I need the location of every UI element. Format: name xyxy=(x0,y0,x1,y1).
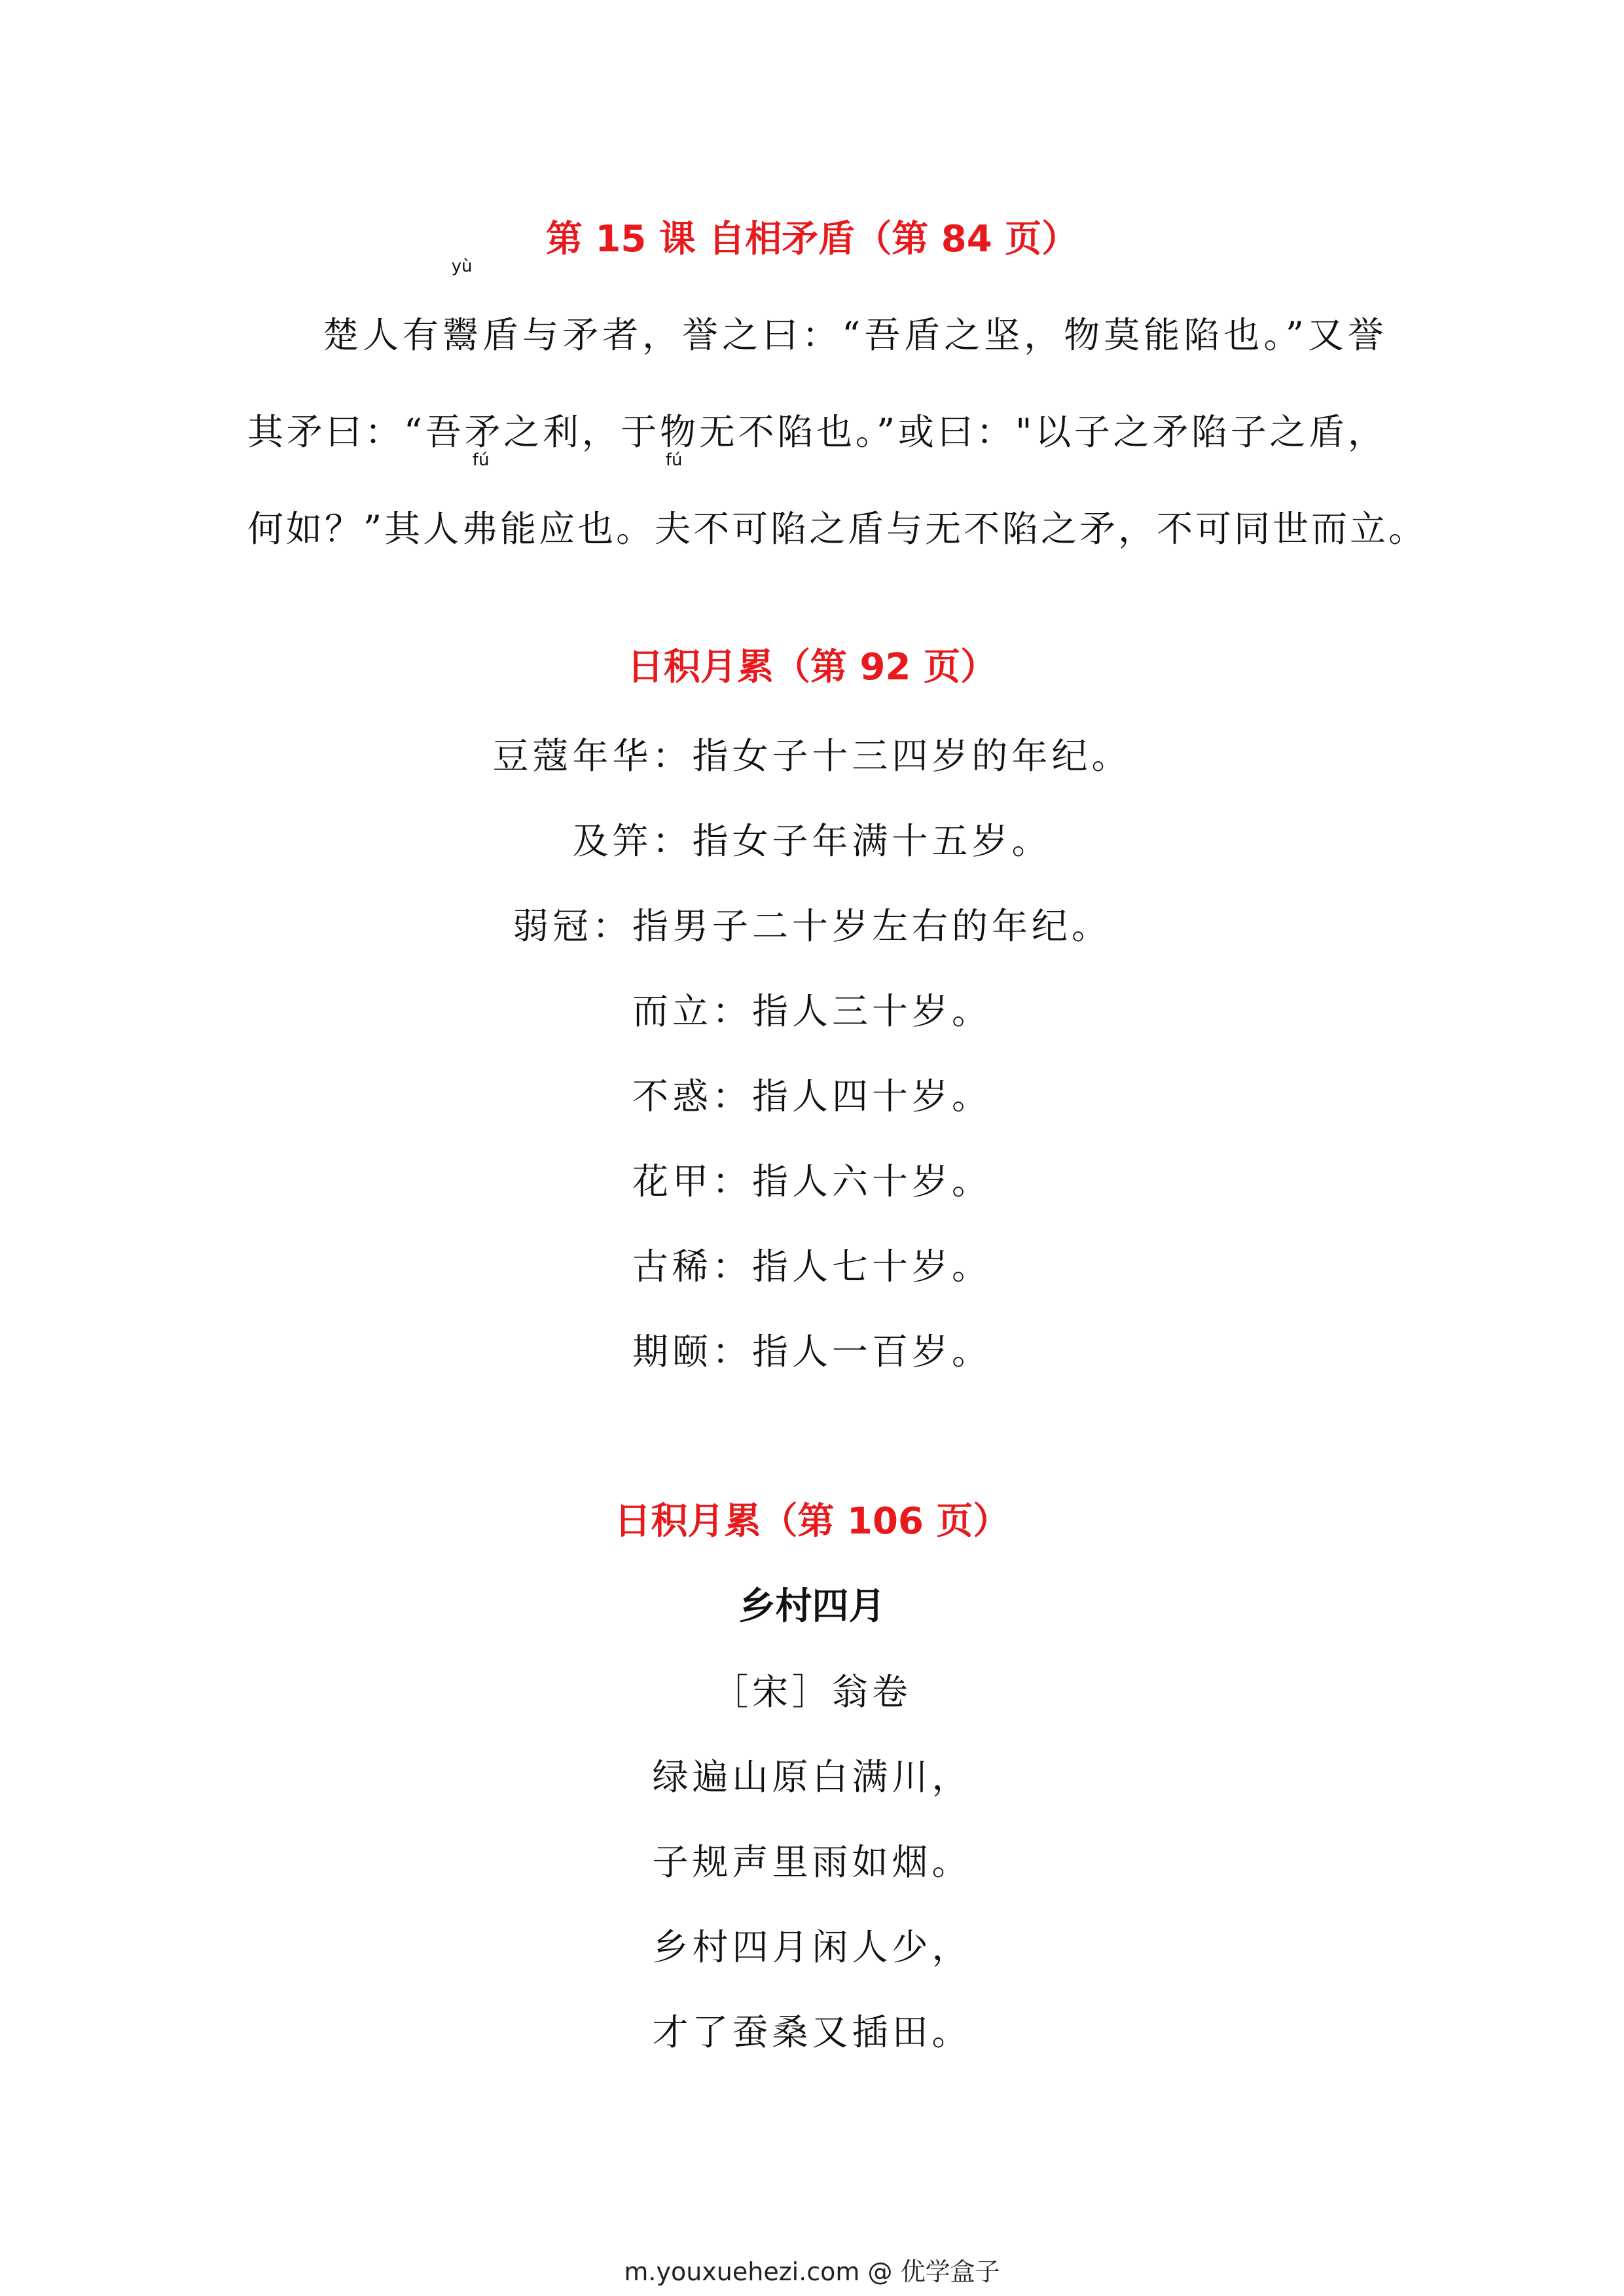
age-term-line: 及笄：指女子年满十五岁。 xyxy=(572,820,1052,862)
paragraph-line-1: 楚人有 yù 鬻盾与矛者，誉之曰：“吾盾之坚，物莫能陷也。”又誉 xyxy=(247,287,1386,384)
classical-text-paragraph xyxy=(247,257,1428,577)
paragraph-line-2: 其矛曰：“吾矛之利，于物无不陷也。”或曰："以子之矛陷子之盾， xyxy=(247,411,1386,453)
age-term-line: 弱冠：指男子二十岁左右的年纪。 xyxy=(512,905,1111,947)
age-term-line: 而立：指人三十岁。 xyxy=(632,990,992,1032)
poem-line: 乡村四月闲人少， xyxy=(652,1926,972,1968)
paragraph-line-3: 何如？”其人 fú 弗能应也。 fú 夫不可陷之盾与无不陷之矛，不可同世而立。 xyxy=(247,480,1386,577)
ruby-fu-2: fú 夫 xyxy=(655,450,694,550)
age-term-line: 不惑：指人四十岁。 xyxy=(632,1075,992,1117)
poem-title: 乡村四月 xyxy=(738,1585,886,1628)
age-term-line: 古稀：指人七十岁。 xyxy=(632,1246,992,1287)
poem-line: 绿遍山原白满川， xyxy=(652,1756,972,1798)
age-term-line: 花甲：指人六十岁。 xyxy=(632,1160,992,1202)
section-heading-page92: 日积月累（第 92 页） xyxy=(627,646,997,689)
ruby-fu-1: fú 弗 xyxy=(461,450,501,550)
age-term-line: 期颐：指人一百岁。 xyxy=(632,1331,992,1372)
poem-author: ［宋］翁卷 xyxy=(712,1671,912,1713)
poem-line: 才了蚕桑又插田。 xyxy=(652,2011,972,2053)
section-heading-lesson15: 第 15 课 自相矛盾（第 84 页） xyxy=(545,218,1079,260)
footer-watermark: m.youxuehezi.com @ 优学盒子 xyxy=(624,2257,1000,2286)
ruby-yu: yù 鬻 xyxy=(442,257,482,356)
poem-line: 子规声里雨如烟。 xyxy=(652,1841,972,1883)
section-heading-page106: 日积月累（第 106 页） xyxy=(614,1500,1010,1543)
age-term-line: 豆蔻年华：指女子十三四岁的年纪。 xyxy=(492,735,1132,777)
